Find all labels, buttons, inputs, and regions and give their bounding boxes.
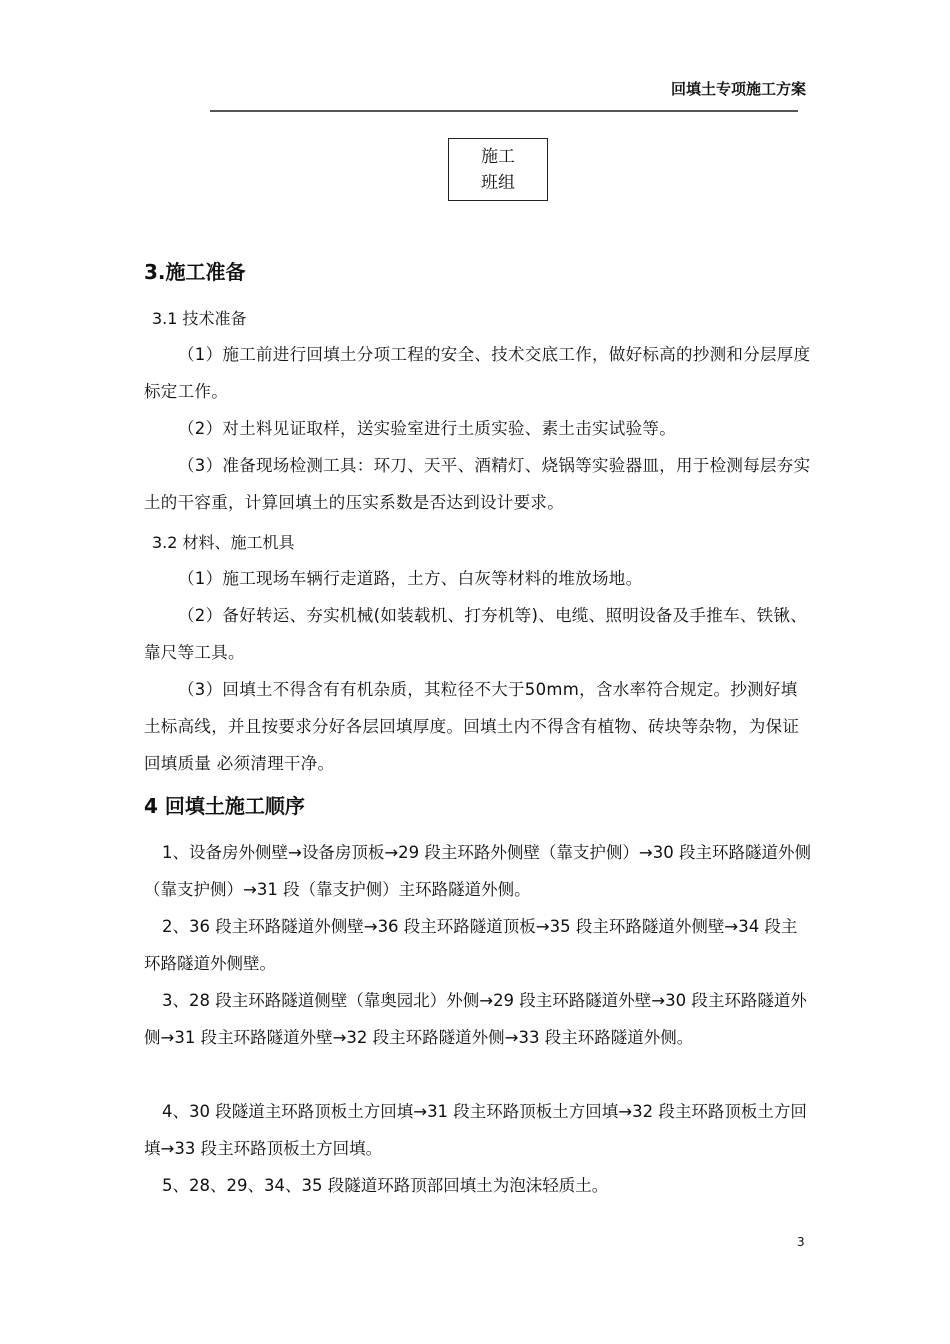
section-3-1-item-1: （1）施工前进行回填土分项工程的安全、技术交底工作，做好标高的抄测和分层厚度标定工作。: [144, 345, 811, 401]
sequence-item-5: 5、28、29、34、35 段隧道环路顶部回填土为泡沫轻质土。: [162, 1176, 609, 1195]
section-3-2-item-2: （2）备好转运、夯实机械(如装载机、打夯机等)、电缆、照明设备及手推车、铁锹、靠尺等工具。: [144, 606, 808, 662]
team-box-line-1: 施工: [481, 146, 515, 167]
section-3-2-item-3: （3）回填土不得含有有机杂质，其粒径不大于50mm，含水率符合规定。抄测好填土标高线，并且按要求分好各层回填厚度。回填土内不得含有植物、砖块等杂物，为保证回填质量 必须清理干净。: [144, 680, 800, 773]
team-box-line-2: 班组: [481, 172, 515, 193]
sequence-item-2: 2、36 段主环路隧道外侧壁→36 段主环路隧道顶板→35 段主环路隧道外侧壁→34 段主环路隧道外侧壁。: [144, 917, 798, 973]
page-number: 3: [797, 1235, 805, 1249]
section-3-1-item-2: （2）对土料见证取样，送实验室进行土质实验、素土击实试验等。: [178, 419, 676, 438]
header-title: 回填土专项施工方案: [670, 80, 806, 98]
section-4-heading: 4 回填土施工顺序: [144, 794, 305, 818]
header-rule: [210, 110, 798, 112]
construction-team-box: [448, 138, 548, 201]
section-3-heading: 3.施工准备: [144, 260, 246, 284]
section-3-2-item-1: （1）施工现场车辆行走道路，土方、白灰等材料的堆放场地。: [178, 569, 643, 588]
sequence-item-1: 1、设备房外侧壁→设备房顶板→29 段主环路外侧壁（靠支护侧）→30 段主环路隧道外侧（靠支护侧）→31 段（靠支护侧）主环路隧道外侧。: [144, 843, 811, 899]
section-3-1-heading: 3.1 技术准备: [152, 309, 247, 328]
sequence-item-3: 3、28 段主环路隧道侧壁（靠奥园北）外侧→29 段主环路隧道外壁→30 段主环路隧道外侧→31 段主环路隧道外壁→32 段主环路隧道外侧→33 段主环路隧道外侧。: [144, 991, 807, 1047]
section-3-2-heading: 3.2 材料、施工机具: [152, 533, 295, 552]
sequence-item-4: 4、30 段隧道主环路顶板土方回填→31 段主环路顶板土方回填→32 段主环路顶板土方回填→33 段主环路顶板土方回填。: [144, 1102, 807, 1158]
section-3-1-item-3: （3）准备现场检测工具：环刀、天平、酒精灯、烧锅等实验器皿，用于检测每层夯实土的干容重，计算回填土的压实系数是否达到设计要求。: [144, 456, 811, 512]
